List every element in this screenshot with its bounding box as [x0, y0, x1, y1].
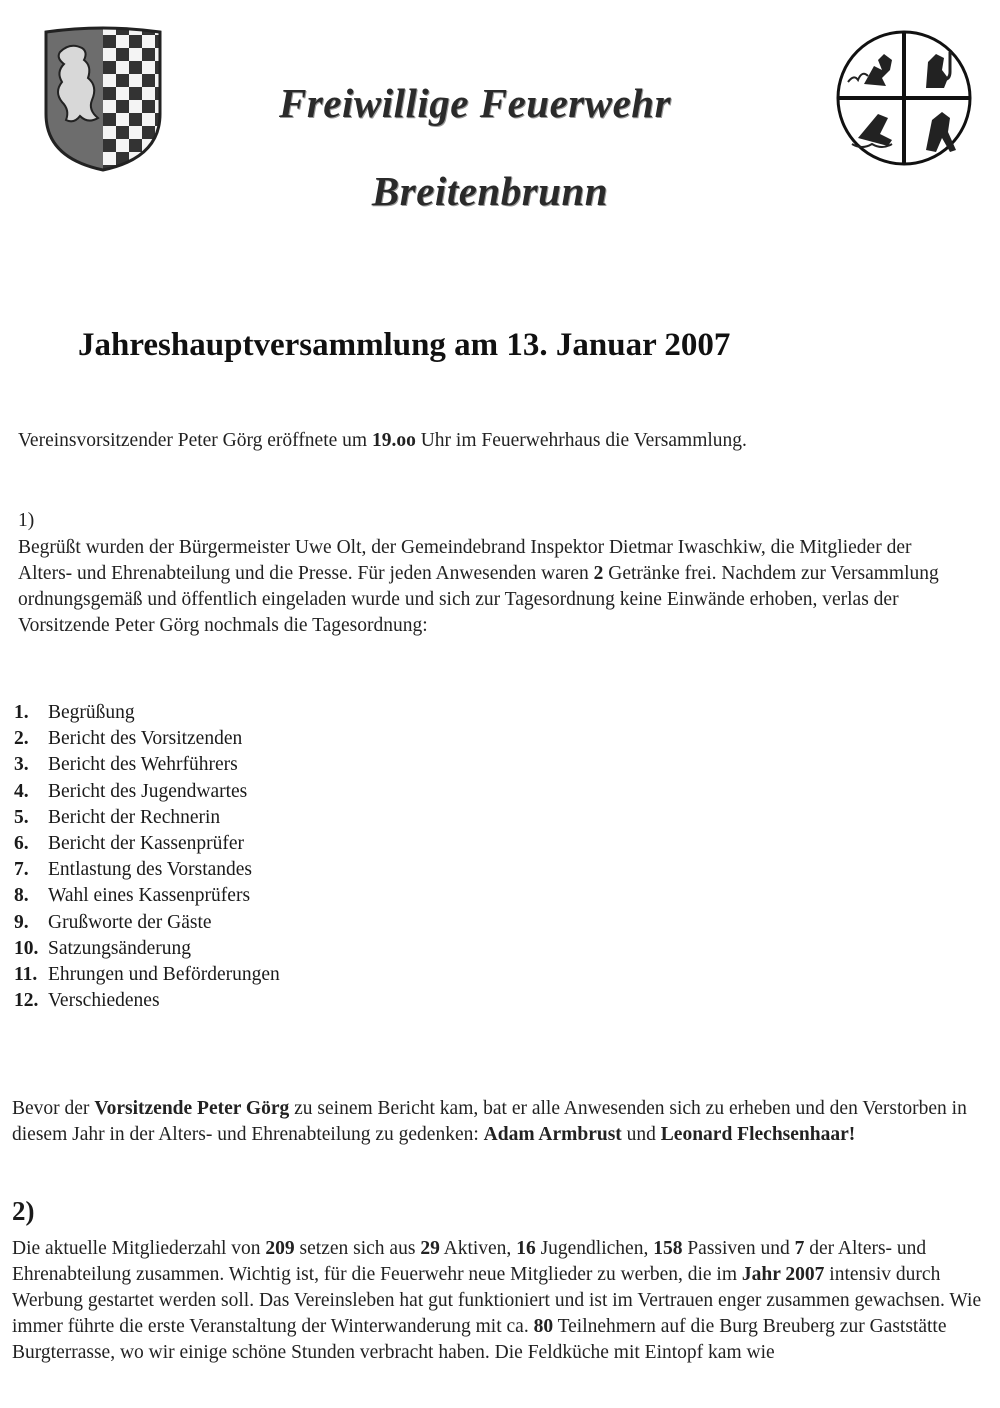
section1-number: 1) — [18, 510, 35, 531]
agenda-item: 8. Wahl eines Kassenprüfers — [14, 885, 251, 907]
intro-text-end: Uhr im Feuerwehrhaus die Versammlung. — [415, 430, 747, 451]
org-title-line2: Breitenbrunn — [371, 168, 609, 215]
intro-paragraph — [18, 428, 747, 454]
agenda-item: 7. Entlastung des Vorstandes — [14, 859, 253, 881]
fire-department-emblem-icon — [834, 22, 974, 174]
intro-text: Vereinsvorsitzender Peter Görg eröffnete um — [18, 430, 372, 451]
agenda-item: 3. Bericht des Wehrführers — [14, 754, 238, 776]
agenda-item: 12. Verschiedenes — [14, 990, 160, 1012]
agenda-item: 5. Bericht der Rechnerin — [14, 806, 221, 828]
agenda-item: 10. Satzungsänderung — [14, 937, 191, 959]
org-title-line1: Freiwillige Feuerwehr — [278, 80, 672, 127]
section1-text-end: Getränke frei. Nachdem zur Versammlung ordnungsgemäß und öffentlich eingeladen wurde und sich zur Tagesordnung keine Einwände erhoben, verlas der Vorsitzende Peter Görg nochmals die Tagesordnung: — [18, 563, 939, 636]
agenda-item: 4. Bericht des Jugendwartes — [14, 780, 248, 802]
section2-number: 2) — [12, 1196, 35, 1226]
section2-paragraph: Die aktuelle Mitgliederzahl von 209 setzen sich aus 29 Aktiven, 16 Jugendlichen, 158 Passiven und 7 der Alters- und Ehrenabteilung zusammen. Wichtig ist, für die Feuerwehr neue Mitglieder zu werben, die im Jahr 2007 intensiv durch Werbung gestartet werden soll. Das Vereinsleben hat gut funktioniert und ist im Vertrauen enger zusammen gewachsen. Wie immer führte die erste Veranstaltung der Winterwanderung mit ca. 80 Teilnehmern auf die Burg Breuberg zur Gaststätte Burgterrasse, wo wir einige schöne Stunden verbracht haben. Die Feldküche mit Eintopf kam wie — [12, 1238, 982, 1363]
agenda-item: 9. Grußworte der Gäste — [14, 911, 212, 933]
memorial-paragraph: Bevor der Vorsitzende Peter Görg zu seinem Bericht kam, bat er alle Anwesenden sich zu erheben und den Verstorben in diesem Jahr in der Alters- und Ehrenabteilung zu gedenken: Adam Armbrust und Leonard Flechsenhaar! — [12, 1098, 967, 1145]
agenda-item: 1. Begrüßung — [14, 702, 135, 723]
section1-text: Begrüßt wurden der Bürgermeister Uwe Olt, der Gemeindebrand Inspektor Dietmar Iwaschkiw, die Mitglieder der Alters- und Ehrenabteilung und die Presse. Für jeden Anwesenden waren — [18, 537, 912, 584]
chair-name: Vorsitzende Peter Görg — [94, 1098, 290, 1119]
deceased-name: Adam Armbrust — [483, 1124, 622, 1145]
section1-count: 2 — [593, 563, 604, 584]
agenda-item: 6. Bericht der Kassenprüfer — [14, 832, 244, 854]
agenda-item: 11. Ehrungen und Beförderungen — [14, 963, 280, 985]
agenda-item: 2. Bericht des Vorsitzenden — [14, 728, 243, 750]
section1-paragraph — [18, 535, 958, 639]
intro-time: 19.oo — [371, 430, 416, 451]
agenda-list — [14, 700, 280, 1014]
meeting-title: Jahreshauptversammlung am 13. Januar 2007 — [78, 327, 731, 364]
deceased-name: Leonard Flechsenhaar! — [660, 1124, 856, 1145]
